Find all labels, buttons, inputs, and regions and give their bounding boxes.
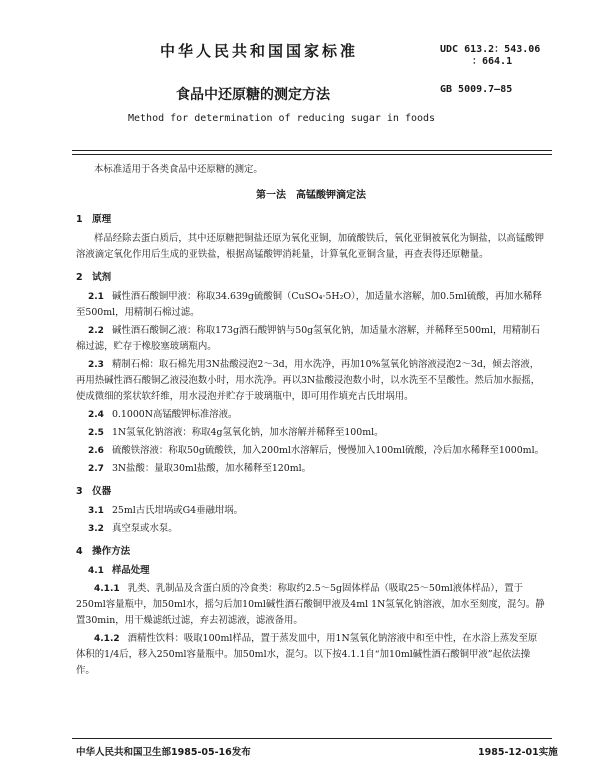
udc-code [440,44,540,68]
method-title: 第一法 高锰酸钾滴定法 [256,190,366,201]
apparatus-item [76,521,546,537]
reagent-item [76,289,546,321]
item-number: 3.2 [88,524,104,534]
section-reagents-title: 2 试剂 [76,272,112,283]
standard-org-title: 中华人民共和国国家标准 [160,42,359,60]
item-text: 样品处理 [111,565,150,576]
section-procedure-title: 4 操作方法 [76,546,131,557]
header-divider-2 [72,154,552,155]
item-number: 4.1 [88,566,104,576]
standard-title: 食品中还原糖的测定方法 [176,87,330,103]
reagent-item [76,443,546,459]
udc-line-1: UDC 613.2：543.06 [440,44,541,55]
reagent-item [76,407,546,423]
item-number: 2.6 [88,446,104,456]
reagent-item [76,357,546,405]
gb-code: GB 5009.7—85 [440,84,513,95]
item-number: 4.1.1 [94,584,120,594]
item-text: 酒精性饮料：吸取100ml样品，置于蒸发皿中，用1N氢氧化钠溶液中和至中性，在水浴上蒸发至原体积的1/4后，移入250ml容量瓶中。加50ml水，混匀。以下按4.1.1自“加10ml碱性酒石酸铜甲液”起依法操作。 [76,633,538,676]
section-apparatus-title: 3 仪器 [76,486,112,497]
procedure-item [76,581,546,629]
item-number: 2.2 [88,326,104,336]
footer-divider [72,738,552,739]
header-divider [72,150,552,151]
item-text: 25ml古氏坩埚或G4垂融坩埚。 [111,505,243,516]
reagent-item [76,425,546,441]
item-text: 1N氢氧化钠溶液：称取4g氢氧化钠，加水溶解并稀释至100ml。 [111,427,384,438]
item-text: 真空泵或水泵。 [111,523,178,534]
issued-by: 中华人民共和国卫生部1985-05-16发布 [76,747,251,758]
reagent-item [76,461,546,477]
udc-line-2: ：664.1 [472,56,513,67]
item-number: 3.1 [88,506,104,516]
item-number: 2.3 [88,360,104,370]
item-number: 4.1.2 [94,634,120,644]
item-number: 2.5 [88,428,104,438]
item-number: 2.4 [88,410,104,420]
item-number: 2.1 [88,292,104,302]
section-principle-title: 1 原理 [76,214,112,225]
item-text: 碱性酒石酸铜乙液：称取173g酒石酸钾钠与50g氢氧化钠，加适量水溶解，并稀释至500ml，用精制石棉过滤，贮存于橡胶塞玻璃瓶内。 [76,325,540,352]
procedure-item [76,631,546,679]
item-text: 精制石棉：取石棉先用3N盐酸浸泡2～3d，用水洗净，再加10%氢氧化钠溶液浸泡2～3d，倾去溶液，再用热碱性酒石酸铜乙液浸泡数小时，用水洗净。再以3N盐酸浸泡数小时，以水洗至不呈酸性。然后加水振摇，使成微细的浆状软纤维，用水浸泡并贮存于玻璃瓶中，即可用作填充古氏坩埚用。 [76,359,541,402]
item-text: 0.1000N高锰酸钾标准溶液。 [111,409,238,420]
item-text: 乳类、乳制品及含蛋白质的冷食类：称取约2.5～5g固体样品（吸取25～50ml液体样品），置于250ml容量瓶中，加50ml水，摇匀后加10ml碱性酒石酸铜甲液及4ml 1N氢氧化钠溶液，加水至刻度，混匀。静置30min，用干燥滤纸过滤，弃去初滤液，滤液备用。 [76,583,545,626]
apparatus-item [76,503,546,519]
reagent-item [76,323,546,355]
effective-date: 1985-12-01实施 [478,747,558,758]
procedure-subtitle [76,563,546,579]
item-text: 碱性酒石酸铜甲液：称取34.639g硫酸铜（CuSO₄·5H₂O），加适量水溶解，加0.5ml硫酸，再加水稀释至500ml，用精制石棉过滤。 [76,291,542,318]
item-number: 2.7 [88,464,104,474]
item-text: 3N盐酸：量取30ml盐酸，加水稀释至120ml。 [111,463,311,474]
intro-text: 本标准适用于各类食品中还原糖的测定。 [94,164,263,175]
section-principle-text: 样品经除去蛋白质后，其中还原糖把铜盐还原为氧化亚铜，加硫酸铁后，氧化亚铜被氧化为铜盐，以高锰酸钾溶液滴定氧化作用后生成的亚铁盐，根据高锰酸钾消耗量，计算氧化亚铜含量，再查表得还原糖量。 [76,233,545,260]
item-text: 硫酸铁溶液：称取50g硫酸铁，加入200ml水溶解后，慢慢加入100ml硫酸，冷后加水稀释至1000ml。 [111,445,544,456]
document-body [76,162,546,679]
english-title: Method for determination of reducing sugar in foods [128,113,436,124]
